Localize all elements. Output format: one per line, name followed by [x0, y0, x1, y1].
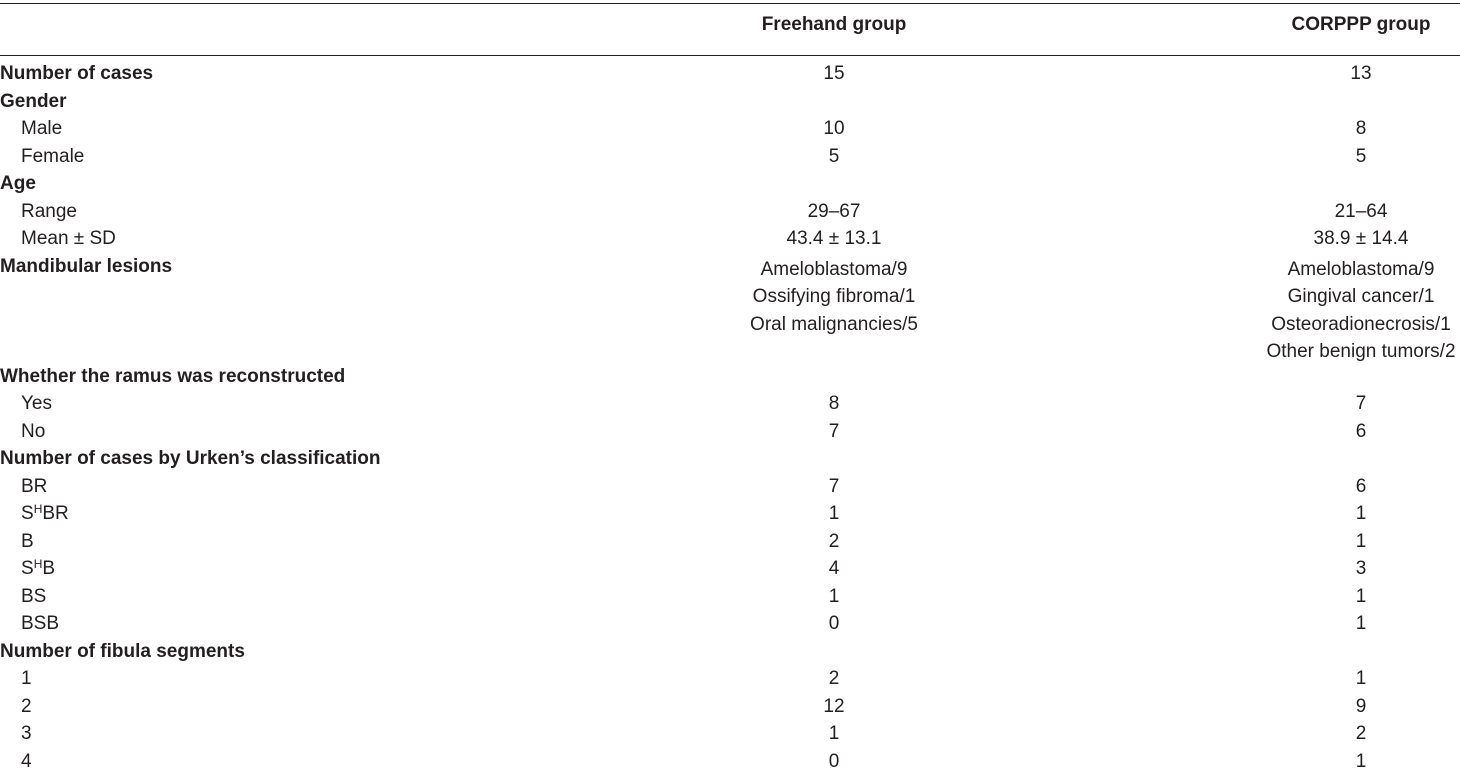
corppp-value: 7	[1356, 393, 1367, 415]
top-rule	[0, 3, 1460, 4]
freehand-value: 1	[829, 723, 840, 745]
freehand-value: 7	[829, 476, 840, 498]
table-row	[0, 366, 1460, 394]
table-row	[0, 63, 1460, 91]
row-label: Female	[0, 146, 84, 168]
table-row	[0, 118, 1460, 146]
section-label: Mandibular lesions	[0, 256, 172, 278]
table-header	[0, 14, 1460, 40]
freehand-value: 10	[823, 118, 844, 140]
table-row	[0, 558, 1460, 586]
corppp-value: 38.9 ± 14.4	[1314, 228, 1409, 250]
table-row	[0, 228, 1460, 256]
section-label: Whether the ramus was reconstructed	[0, 366, 345, 388]
table-row	[0, 476, 1460, 504]
corppp-value: 1	[1356, 531, 1367, 553]
lesion-entry: Ameloblastoma/9	[1266, 256, 1455, 284]
row-label-part: BR	[42, 503, 68, 524]
row-label-part: S	[21, 558, 34, 579]
row-label	[0, 503, 69, 525]
row-label: BS	[0, 586, 46, 608]
corppp-value: 1	[1356, 503, 1367, 525]
freehand-lesions	[750, 256, 918, 339]
freehand-value: 12	[823, 696, 844, 718]
row-label-part: S	[21, 503, 34, 524]
table-row	[0, 91, 1460, 119]
freehand-value: 15	[823, 63, 844, 85]
lesion-entry: Ossifying fibroma/1	[750, 283, 918, 311]
row-label-superscript: H	[34, 557, 43, 571]
section-label: Age	[0, 173, 36, 195]
corppp-value: 1	[1356, 613, 1367, 635]
corppp-value: 6	[1356, 476, 1367, 498]
row-label	[0, 558, 55, 580]
table-row	[0, 613, 1460, 641]
corppp-lesions	[1266, 256, 1455, 366]
table-row	[0, 696, 1460, 724]
freehand-value: 0	[829, 751, 840, 773]
section-label: Gender	[0, 91, 67, 113]
row-label-part: B	[42, 558, 55, 579]
corppp-value: 1	[1356, 586, 1367, 608]
row-label: No	[0, 421, 45, 443]
header-freehand-group: Freehand group	[762, 14, 907, 36]
table-row	[0, 503, 1460, 531]
freehand-value: 5	[829, 146, 840, 168]
corppp-value: 1	[1356, 751, 1367, 773]
freehand-value: 43.4 ± 13.1	[787, 228, 882, 250]
header-corppp-group: CORPPP group	[1292, 14, 1431, 36]
table-row	[0, 201, 1460, 229]
row-label: 2	[0, 696, 32, 718]
freehand-value: 1	[829, 503, 840, 525]
lesion-entry: Gingival cancer/1	[1266, 283, 1455, 311]
row-label: Range	[0, 201, 77, 223]
table-row	[0, 421, 1460, 449]
section-label: Number of cases by Urken’s classification	[0, 448, 381, 470]
freehand-value: 4	[829, 558, 840, 580]
row-label: 3	[0, 723, 32, 745]
table-row	[0, 393, 1460, 421]
corppp-value: 21–64	[1335, 201, 1388, 223]
table-row	[0, 173, 1460, 201]
table-row	[0, 751, 1460, 778]
corppp-value: 1	[1356, 668, 1367, 690]
table-row	[0, 146, 1460, 174]
table-row	[0, 668, 1460, 696]
section-label: Number of cases	[0, 63, 153, 85]
row-label: B	[0, 531, 34, 553]
section-label: Number of fibula segments	[0, 641, 245, 663]
table-row	[0, 641, 1460, 669]
row-label: Yes	[0, 393, 52, 415]
lesion-entry: Oral malignancies/5	[750, 311, 918, 339]
table-row	[0, 723, 1460, 751]
corppp-value: 5	[1356, 146, 1367, 168]
row-label: Male	[0, 118, 62, 140]
freehand-value: 29–67	[808, 201, 861, 223]
corppp-value: 2	[1356, 723, 1367, 745]
lesion-entry: Ameloblastoma/9	[750, 256, 918, 284]
row-label: 1	[0, 668, 32, 690]
freehand-value: 7	[829, 421, 840, 443]
table-row-mandibular-lesions	[0, 256, 1460, 284]
corppp-value: 6	[1356, 421, 1367, 443]
freehand-value: 2	[829, 668, 840, 690]
corppp-value: 9	[1356, 696, 1367, 718]
freehand-value: 8	[829, 393, 840, 415]
row-label: Mean ± SD	[0, 228, 116, 250]
row-label: BR	[0, 476, 47, 498]
row-label-superscript: H	[34, 502, 43, 516]
row-label: 4	[0, 751, 32, 773]
corppp-value: 3	[1356, 558, 1367, 580]
row-label: BSB	[0, 613, 59, 635]
header-rule	[0, 55, 1460, 56]
corppp-value: 13	[1350, 63, 1371, 85]
freehand-value: 2	[829, 531, 840, 553]
lesion-entry: Osteoradionecrosis/1	[1266, 311, 1455, 339]
table-row	[0, 448, 1460, 476]
freehand-value: 0	[829, 613, 840, 635]
table-row	[0, 531, 1460, 559]
corppp-value: 8	[1356, 118, 1367, 140]
lesion-entry: Other benign tumors/2	[1266, 338, 1455, 366]
table-row	[0, 586, 1460, 614]
freehand-value: 1	[829, 586, 840, 608]
